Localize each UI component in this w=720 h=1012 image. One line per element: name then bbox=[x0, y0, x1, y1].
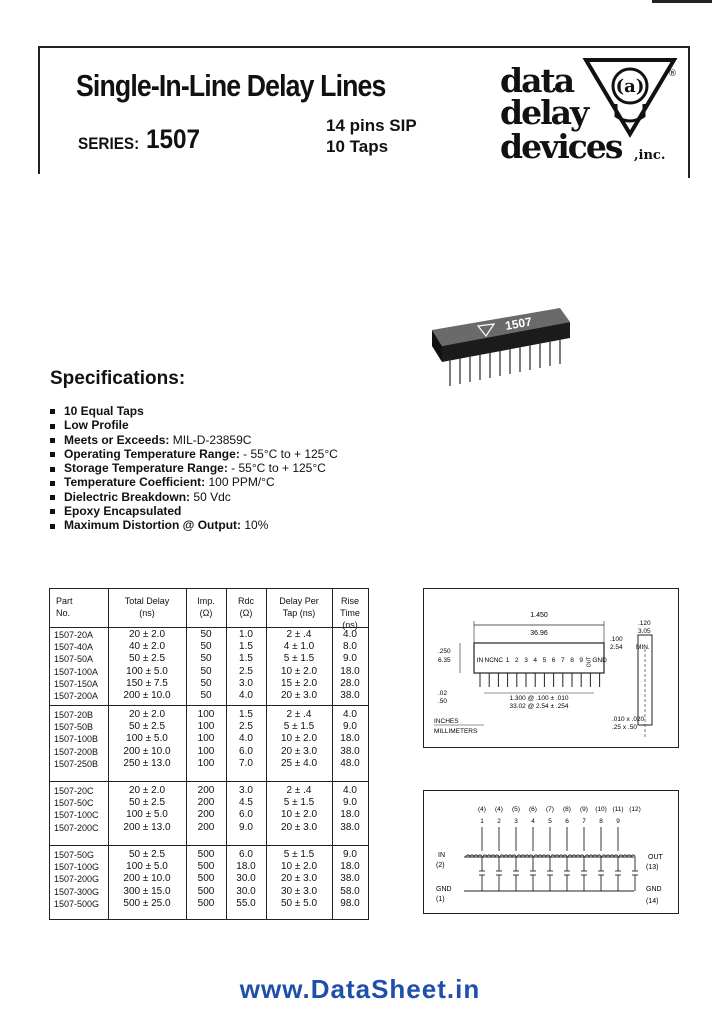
logo-word-devices: devices bbox=[500, 127, 622, 166]
schematic-tap-number: 7 bbox=[582, 818, 586, 825]
capacitor bbox=[496, 857, 502, 891]
group-divider bbox=[50, 705, 368, 706]
spec-label: Dielectric Breakdown: bbox=[64, 489, 191, 504]
schematic-tap-number: 6 bbox=[565, 818, 569, 825]
column-header-line2: No. bbox=[56, 608, 71, 618]
table-cell: 100 ± 5.0 bbox=[126, 809, 168, 821]
schematic-tap-number: 3 bbox=[514, 818, 518, 825]
table-cell: 200 ± 10.0 bbox=[123, 690, 171, 701]
table-cell: 6.0 bbox=[239, 849, 253, 860]
schematic-tap-number: 8 bbox=[599, 818, 603, 825]
table-row bbox=[50, 690, 368, 702]
table-cell: 1507-100B bbox=[54, 734, 99, 745]
table-cell: 30.0 bbox=[236, 873, 256, 885]
table-cell: 500 ± 25.0 bbox=[123, 897, 171, 909]
column-header-line2: (ns) bbox=[342, 620, 358, 630]
footer-site-link[interactable]: www.DataSheet.in bbox=[239, 974, 481, 1004]
table-cell: 2 ± .4 bbox=[286, 629, 312, 640]
table-cell: 9.0 bbox=[343, 721, 357, 733]
table-cell: 4.0 bbox=[343, 709, 357, 720]
table-cell: 10 ± 2.0 bbox=[280, 733, 318, 745]
gnd-right-pin: (14) bbox=[646, 898, 659, 905]
table-cell: 38.0 bbox=[340, 745, 360, 757]
table-cell: 18.0 bbox=[236, 861, 256, 873]
specifications-title: Specifications: bbox=[50, 368, 186, 389]
spec-label: Epoxy Encapsulated bbox=[64, 504, 182, 519]
column-header bbox=[56, 595, 114, 619]
table-cell: 1507-100A bbox=[54, 666, 99, 677]
package-label: 1507 bbox=[504, 314, 533, 333]
top-in: .100 bbox=[610, 636, 623, 643]
pin-label: 3 bbox=[524, 657, 528, 664]
table-row bbox=[50, 629, 368, 641]
gnd-left-pin: (1) bbox=[436, 896, 445, 903]
out-pin: (13) bbox=[646, 864, 659, 871]
table-cell: 2.5 bbox=[239, 665, 253, 677]
column-header bbox=[186, 595, 226, 619]
company-logo bbox=[494, 50, 686, 172]
pin-span-mm: 33.02 @ 2.54 ± .254 bbox=[509, 703, 569, 710]
bullet-icon bbox=[50, 438, 55, 443]
product-photo bbox=[420, 300, 590, 395]
table-cell: 7.0 bbox=[239, 757, 253, 769]
spec-value: 10% bbox=[244, 518, 269, 533]
lead-in: .120 bbox=[638, 620, 651, 627]
pin-label: 2 bbox=[514, 657, 519, 664]
table-cell: 4.0 bbox=[239, 690, 253, 701]
table-cell: 9.0 bbox=[239, 821, 253, 833]
table-cell: 1507-200C bbox=[54, 822, 99, 833]
corner-mark bbox=[652, 0, 712, 3]
table-cell: 38.0 bbox=[340, 690, 360, 701]
table-cell: 58.0 bbox=[340, 885, 360, 897]
table-cell: 100 bbox=[197, 721, 215, 733]
schematic-pin-number: (7) bbox=[546, 806, 554, 813]
table-cell: 9.0 bbox=[343, 849, 357, 860]
series-number: 1507 bbox=[146, 124, 201, 154]
table-cell: 1507-20B bbox=[54, 710, 94, 720]
logo-triangle-icon bbox=[582, 54, 678, 138]
spec-value: - 55°C to + 125°C bbox=[243, 446, 338, 461]
table-cell: 9.0 bbox=[343, 653, 357, 665]
group-divider bbox=[50, 845, 368, 846]
table-cell: 100 ± 5.0 bbox=[126, 861, 168, 873]
table-cell: 50 bbox=[200, 653, 212, 665]
pin-label-row bbox=[477, 657, 607, 668]
table-cell: 38.0 bbox=[340, 873, 360, 885]
schematic-tap-number: 5 bbox=[548, 818, 552, 825]
table-cell: 20 ± 2.0 bbox=[128, 785, 166, 796]
table-cell: 300 ± 15.0 bbox=[123, 885, 171, 897]
table-cell: 18.0 bbox=[340, 809, 360, 821]
gnd-left-label: GND bbox=[436, 886, 452, 893]
table-row bbox=[50, 666, 368, 678]
table-cell: 10 ± 2.0 bbox=[280, 809, 318, 821]
table-cell: 4.0 bbox=[343, 629, 357, 640]
table-cell: 20 ± 3.0 bbox=[280, 745, 318, 757]
capacitor bbox=[513, 857, 519, 891]
table-cell: 4 ± 1.0 bbox=[283, 641, 315, 653]
table-cell: 20 ± 3.0 bbox=[280, 873, 318, 885]
column-header-line1: Delay Per bbox=[279, 596, 319, 606]
in-label: IN bbox=[438, 852, 445, 859]
table-row bbox=[50, 849, 368, 861]
table-row bbox=[50, 785, 368, 797]
table-cell: 8.0 bbox=[343, 641, 357, 653]
bullet-icon bbox=[50, 467, 55, 472]
spec-label: Temperature Coefficient: bbox=[64, 475, 206, 490]
spec-label: Storage Temperature Range: bbox=[64, 461, 228, 476]
lc-network bbox=[466, 827, 638, 891]
table-cell: 28.0 bbox=[340, 677, 360, 689]
spec-label: Maximum Distortion @ Output: bbox=[64, 518, 242, 533]
table-cell: 100 bbox=[197, 757, 215, 769]
pin-span-in: 1.300 @ .100 ± .010 bbox=[509, 695, 569, 702]
capacitor bbox=[564, 857, 570, 891]
table-cell: 50 ± 2.5 bbox=[128, 653, 166, 665]
bullet-icon bbox=[50, 409, 55, 414]
table-row bbox=[50, 733, 368, 745]
pin-label: 6 bbox=[551, 657, 556, 664]
table-cell: 1507-50B bbox=[54, 722, 94, 733]
pin-label: GND bbox=[592, 657, 607, 664]
table-cell: 1507-200A bbox=[54, 691, 99, 701]
table-cell: 50 ± 2.5 bbox=[128, 849, 166, 860]
table-cell: 20 ± 2.0 bbox=[128, 629, 166, 640]
spec-label: Low Profile bbox=[64, 418, 129, 433]
column-header-line1: Imp. bbox=[197, 596, 215, 606]
table-row bbox=[50, 822, 368, 834]
table-cell: 50 bbox=[200, 665, 212, 677]
column-header bbox=[226, 595, 266, 619]
table-cell: 100 ± 5.0 bbox=[126, 665, 168, 677]
table-cell: 30 ± 3.0 bbox=[280, 885, 318, 897]
logo-mark-text: (a) bbox=[615, 76, 645, 97]
standoff-mm: .50 bbox=[438, 698, 448, 705]
spec-value: MIL-D-23859C bbox=[172, 432, 252, 447]
table-cell: 30.0 bbox=[236, 885, 256, 897]
table-cell: 1507-500G bbox=[54, 898, 100, 909]
table-cell: 250 ± 13.0 bbox=[123, 757, 171, 769]
pin-label: 9 bbox=[579, 657, 584, 664]
table-row bbox=[50, 873, 368, 885]
table-row bbox=[50, 758, 368, 770]
spec-item bbox=[50, 490, 338, 504]
pin-label: NC bbox=[493, 657, 504, 664]
table-cell: 18.0 bbox=[340, 733, 360, 745]
table-cell: 18.0 bbox=[340, 861, 360, 873]
schematic-pin-number: (8) bbox=[563, 806, 571, 813]
schematic-pin-number: (4) bbox=[478, 806, 486, 813]
table-cell: 500 bbox=[197, 849, 215, 860]
table-cell: 3.0 bbox=[239, 785, 253, 796]
gnd-right-label: GND bbox=[646, 886, 662, 893]
table-cell: 38.0 bbox=[340, 821, 360, 833]
table-cell: 500 bbox=[197, 885, 215, 897]
table-cell: 55.0 bbox=[236, 897, 256, 909]
spec-label: Operating Temperature Range: bbox=[64, 446, 240, 461]
bullet-icon bbox=[50, 495, 55, 500]
spec-item bbox=[50, 404, 338, 418]
header-frame-left bbox=[38, 46, 40, 174]
table-cell: 1507-20C bbox=[54, 786, 94, 796]
table-cell: 25 ± 4.0 bbox=[280, 757, 318, 769]
table-cell: 200 ± 13.0 bbox=[123, 821, 171, 833]
pin-width-in: .010 x .020 bbox=[612, 716, 645, 723]
pin-leads bbox=[480, 673, 600, 687]
table-row bbox=[50, 721, 368, 733]
schematic-top-pins bbox=[478, 806, 641, 813]
table-cell: 5 ± 1.5 bbox=[283, 849, 315, 860]
units-inches: INCHES bbox=[434, 718, 459, 725]
table-cell: 6.0 bbox=[239, 809, 253, 821]
column-header bbox=[266, 595, 332, 619]
table-cell: 15 ± 2.0 bbox=[280, 677, 318, 689]
bullet-icon bbox=[50, 424, 55, 429]
spec-item bbox=[50, 433, 338, 447]
lead-mm: 3.05 bbox=[638, 628, 651, 635]
column-header-line1: Rdc bbox=[237, 596, 254, 606]
length-in: 1.450 bbox=[530, 612, 548, 619]
table-cell: 1.5 bbox=[239, 641, 253, 653]
table-cell: 20 ± 3.0 bbox=[280, 690, 318, 701]
spec-value: 100 PPM/°C bbox=[208, 475, 275, 490]
table-cell: 5 ± 1.5 bbox=[283, 653, 315, 665]
height-in: .250 bbox=[438, 648, 451, 655]
table-cell: 200 bbox=[197, 821, 215, 833]
specifications-list bbox=[50, 404, 338, 533]
spec-item bbox=[50, 447, 338, 461]
table-row bbox=[50, 678, 368, 690]
table-cell: 1507-300G bbox=[54, 886, 100, 897]
table-cell: 50 ± 2.5 bbox=[128, 797, 166, 809]
pin-label: OUT bbox=[586, 656, 593, 668]
bullet-icon bbox=[50, 509, 55, 514]
schematic-pin-number: (5) bbox=[512, 806, 520, 813]
table-cell: 18.0 bbox=[340, 665, 360, 677]
table-cell: 1507-200B bbox=[54, 746, 99, 757]
table-cell: 4.0 bbox=[239, 733, 253, 745]
table-cell: 1.5 bbox=[239, 709, 253, 720]
dimension-drawing bbox=[423, 588, 679, 748]
top-mm: 2.54 bbox=[610, 644, 623, 651]
table-cell: 1507-200G bbox=[54, 874, 100, 885]
table-cell: 100 ± 5.0 bbox=[126, 733, 168, 745]
table-cell: 100 bbox=[197, 709, 215, 720]
column-header-line2: (Ω) bbox=[239, 608, 253, 618]
table-cell: 1507-20A bbox=[54, 630, 94, 640]
logo-reg-mark: ® bbox=[668, 69, 677, 79]
table-row bbox=[50, 809, 368, 821]
table-row bbox=[50, 709, 368, 721]
table-cell: 1507-150A bbox=[54, 678, 99, 689]
bullet-icon bbox=[50, 452, 55, 457]
table-cell: 1.5 bbox=[239, 653, 253, 665]
table-cell: 2 ± .4 bbox=[286, 785, 312, 796]
table-cell: 5 ± 1.5 bbox=[283, 797, 315, 809]
table-cell: 1507-50G bbox=[54, 850, 95, 860]
capacitor bbox=[598, 857, 604, 891]
schematic-pin-number: (10) bbox=[595, 806, 607, 813]
table-row bbox=[50, 746, 368, 758]
table-row bbox=[50, 797, 368, 809]
page-title: Single-In-Line Delay Lines bbox=[76, 68, 386, 103]
table-row bbox=[50, 886, 368, 898]
part-table bbox=[49, 588, 369, 920]
pin-width-mm: .25 x .50 bbox=[612, 724, 637, 731]
table-cell: 20 ± 3.0 bbox=[280, 821, 318, 833]
pin-label: 5 bbox=[542, 657, 547, 664]
column-header-line2: (Ω) bbox=[199, 608, 213, 618]
schematic-tap-number: 1 bbox=[480, 818, 484, 825]
table-row bbox=[50, 898, 368, 910]
pins-spec: 14 pins SIP bbox=[326, 116, 417, 135]
column-header-line2: Tap (ns) bbox=[282, 608, 316, 618]
schematic-diagram bbox=[423, 790, 679, 914]
table-cell: 200 ± 10.0 bbox=[123, 873, 171, 885]
table-cell: 4.0 bbox=[343, 785, 357, 796]
units-millimeters: MILLIMETERS bbox=[434, 728, 478, 735]
table-cell: 50 bbox=[200, 641, 212, 653]
group-divider bbox=[50, 781, 368, 782]
table-header bbox=[50, 589, 368, 628]
schematic-pin-number: (6) bbox=[529, 806, 537, 813]
column-header bbox=[108, 595, 186, 619]
spec-item bbox=[50, 518, 338, 532]
spec-value: 50 Vdc bbox=[193, 489, 231, 504]
out-label: OUT bbox=[648, 854, 663, 861]
spec-item bbox=[50, 475, 338, 489]
min-label: MIN. bbox=[636, 644, 650, 651]
table-cell: 5 ± 1.5 bbox=[283, 721, 315, 733]
spec-item bbox=[50, 461, 338, 475]
table-cell: 500 bbox=[197, 861, 215, 873]
table-cell: 3.0 bbox=[239, 677, 253, 689]
table-cell: 1507-100G bbox=[54, 862, 100, 873]
schematic-tap-number: 9 bbox=[616, 818, 620, 825]
column-header-line2: (ns) bbox=[139, 608, 155, 618]
table-cell: 10 ± 2.0 bbox=[280, 861, 318, 873]
length-mm: 36.96 bbox=[530, 630, 548, 637]
table-cell: 98.0 bbox=[340, 897, 360, 909]
table-cell: 50 ± 5.0 bbox=[280, 897, 318, 909]
table-cell: 100 bbox=[197, 733, 215, 745]
spec-item bbox=[50, 504, 338, 518]
table-cell: 40 ± 2.0 bbox=[128, 641, 166, 653]
column-header-line1: Rise Time bbox=[340, 596, 360, 618]
schematic-tap-number: 4 bbox=[531, 818, 535, 825]
in-pin: (2) bbox=[436, 862, 445, 869]
schematic-tap-number: 2 bbox=[497, 818, 501, 825]
schematic-pin-number: (9) bbox=[580, 806, 588, 813]
table-cell: 50 bbox=[200, 629, 212, 640]
column-header bbox=[332, 595, 368, 631]
pin-label: IN bbox=[476, 657, 484, 664]
capacitor bbox=[632, 857, 638, 891]
table-cell: 1.0 bbox=[239, 629, 253, 640]
logo-inc: ,inc. bbox=[634, 148, 666, 163]
bullet-icon bbox=[50, 524, 55, 529]
schematic-pin-number: (4) bbox=[495, 806, 503, 813]
bullet-icon bbox=[50, 481, 55, 486]
table-cell: 500 bbox=[197, 897, 215, 909]
table-cell: 1507-100C bbox=[54, 810, 99, 821]
capacitor bbox=[581, 857, 587, 891]
capacitor bbox=[615, 857, 621, 891]
table-cell: 1507-50C bbox=[54, 798, 94, 809]
table-cell: 200 bbox=[197, 809, 215, 821]
capacitor bbox=[530, 857, 536, 891]
table-cell: 50 ± 2.5 bbox=[128, 721, 166, 733]
standoff-in: .02 bbox=[438, 690, 448, 697]
column-header-line1: Part bbox=[56, 596, 73, 606]
table-cell: 1507-50A bbox=[54, 654, 94, 665]
pin-label: 7 bbox=[560, 657, 565, 664]
table-cell: 50 bbox=[200, 690, 212, 701]
table-cell: 50 bbox=[200, 677, 212, 689]
spec-label: Meets or Exceeds: bbox=[64, 432, 170, 447]
table-cell: 150 ± 7.5 bbox=[126, 677, 168, 689]
table-cell: 10 ± 2.0 bbox=[280, 665, 318, 677]
pin-label: 4 bbox=[533, 657, 538, 664]
table-cell: 500 bbox=[197, 873, 215, 885]
pin-label: NC bbox=[484, 657, 494, 664]
schematic-pin-number: (12) bbox=[629, 806, 641, 813]
taps-spec: 10 Taps bbox=[326, 137, 389, 156]
schematic-pin-number: (11) bbox=[612, 806, 624, 813]
table-cell: 2.5 bbox=[239, 721, 253, 733]
table-row bbox=[50, 861, 368, 873]
series-label: SERIES: bbox=[78, 134, 140, 153]
table-cell: 100 bbox=[197, 745, 215, 757]
logo-word-delay: delay bbox=[500, 93, 588, 132]
table-row bbox=[50, 641, 368, 653]
schematic-tap-numbers bbox=[480, 818, 620, 825]
table-cell: 6.0 bbox=[239, 745, 253, 757]
pin-label: 1 bbox=[505, 657, 510, 664]
table-cell: 20 ± 2.0 bbox=[128, 709, 166, 720]
spec-label: 10 Equal Taps bbox=[64, 404, 144, 418]
capacitor bbox=[479, 857, 485, 891]
table-cell: 1507-250B bbox=[54, 758, 99, 769]
table-cell: 200 bbox=[197, 797, 215, 809]
table-row bbox=[50, 653, 368, 665]
spec-value: - 55°C to + 125°C bbox=[231, 461, 326, 476]
logo-word-data: data bbox=[500, 61, 574, 100]
table-cell: 200 bbox=[197, 785, 215, 796]
table-cell: 200 ± 10.0 bbox=[123, 745, 171, 757]
table-cell: 48.0 bbox=[340, 757, 360, 769]
table-cell: 4.5 bbox=[239, 797, 253, 809]
column-header-line1: Total Delay bbox=[124, 596, 170, 606]
spec-item bbox=[50, 418, 338, 432]
pin-label: 8 bbox=[570, 657, 574, 664]
height-mm: 6.35 bbox=[438, 657, 451, 664]
table-cell: 2 ± .4 bbox=[286, 709, 312, 720]
capacitor bbox=[547, 857, 553, 891]
table-cell: 9.0 bbox=[343, 797, 357, 809]
table-cell: 1507-40A bbox=[54, 642, 94, 653]
